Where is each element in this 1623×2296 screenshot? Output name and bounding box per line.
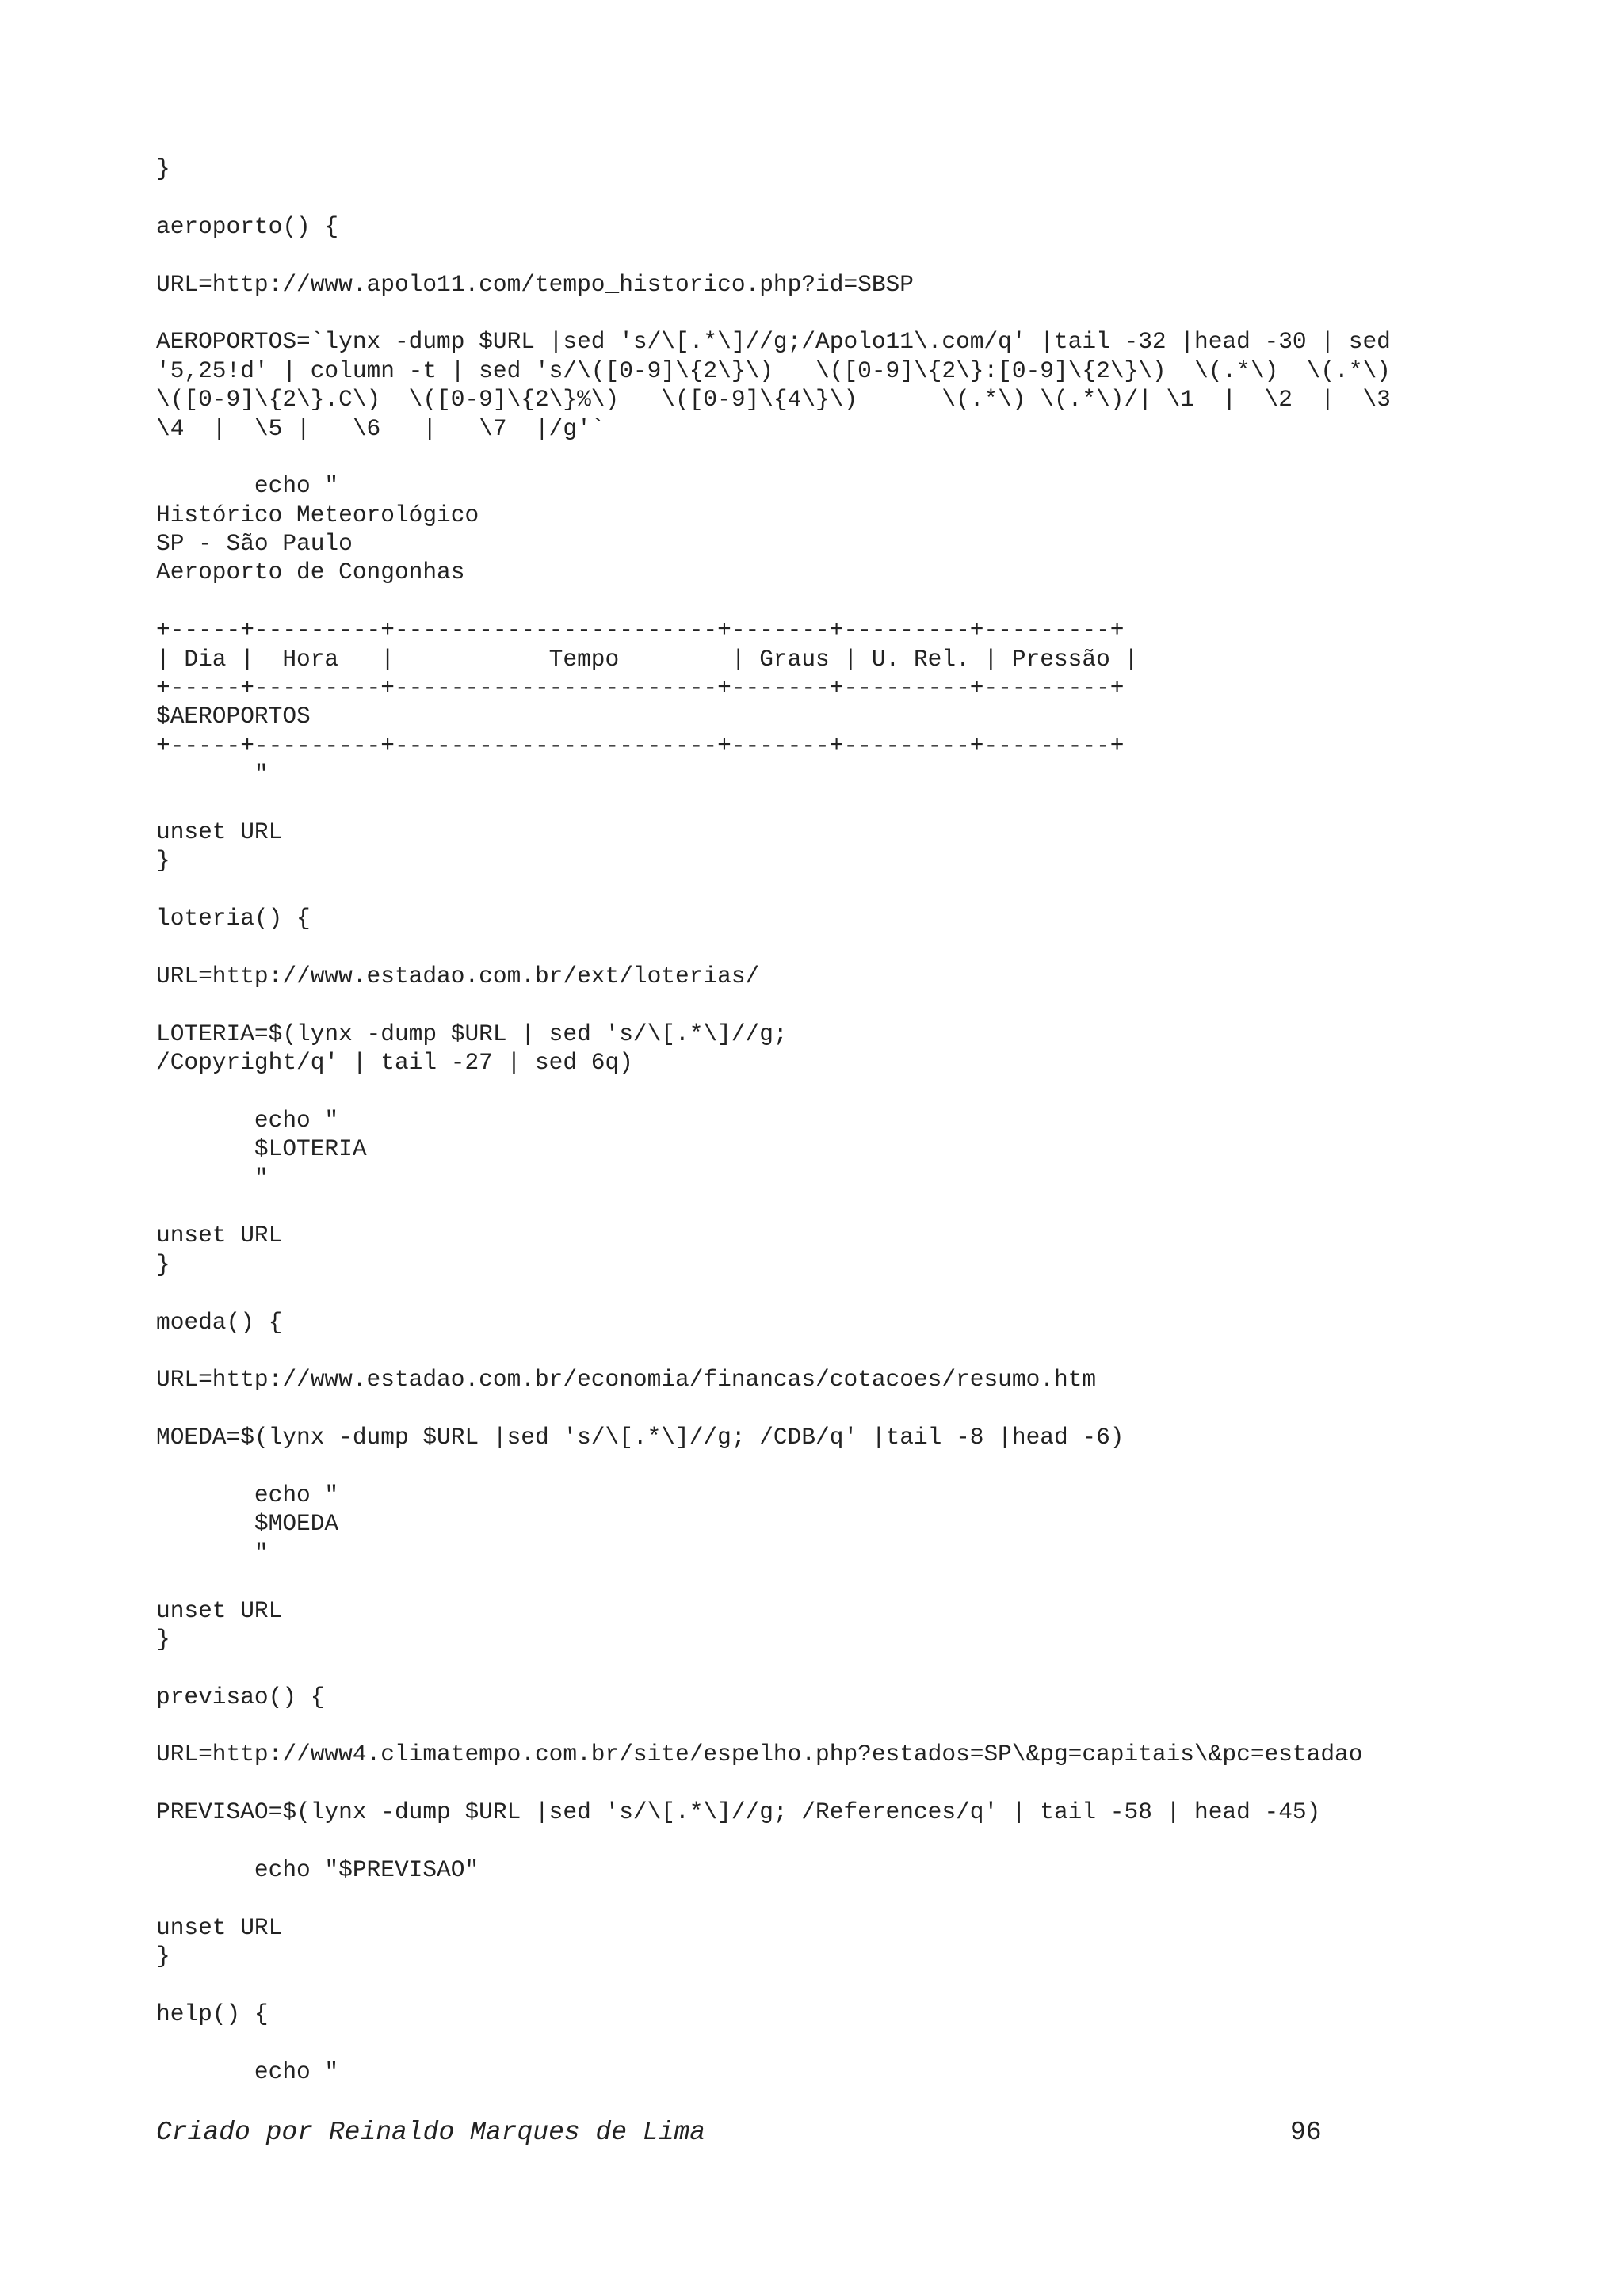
code-line [156,1077,1503,1106]
code-line: echo " [156,472,339,500]
code-line: unset URL [156,1913,283,1941]
code-line: } [156,847,170,875]
code-line: help() { [156,2000,269,2027]
code-line [156,1394,1503,1423]
code-line: PREVISAO=$(lynx -dump $URL |sed 's/\[.*\]//g; /References/q' | tail -58 | head -45) [156,1798,1321,1826]
code-line: \4 | \5 | \6 | \7 |/g'` [156,414,605,442]
code-line [156,1769,1503,1798]
code-line [156,933,1503,962]
code-line: " [156,1539,269,1566]
code-line [156,1337,1503,1365]
code-line [156,1884,1503,1913]
code-line [156,2028,1503,2057]
code-line [156,789,1503,818]
code-line: URL=http://www.apolo11.com/tempo_historico.php?id=SBSP [156,270,914,298]
code-line: AEROPORTOS=`lynx -dump $URL |sed 's/\[.*\]//g;/Apolo11\.com/q' |tail -32 |head -30 | sed [156,328,1391,356]
code-listing [156,154,1503,2086]
code-line: $LOTERIA [156,1135,367,1163]
page-number: 96 [1290,2118,1322,2147]
code-line: } [156,155,170,182]
code-line [156,1711,1503,1740]
code-line: echo " [156,1481,339,1508]
code-line: LOTERIA=$(lynx -dump $URL | sed 's/\[.*\]//g; [156,1020,788,1047]
code-line [156,1827,1503,1855]
code-line: +-----+---------+-----------------------+-------+---------+---------+ [156,616,1125,644]
code-line [156,1971,1503,2000]
code-line: +-----+---------+-----------------------+-------+---------+---------+ [156,731,1125,759]
code-line: echo " [156,1106,339,1134]
code-line [156,1452,1503,1481]
code-line [156,443,1503,471]
code-line: } [156,1625,170,1653]
code-line [156,183,1503,212]
code-line: unset URL [156,1596,283,1624]
code-line: URL=http://www.estadao.com.br/ext/loterias/ [156,962,760,990]
code-line: '5,25!d' | column -t | sed 's/\([0-9]\{2\}\) \([0-9]\{2\}:[0-9]\{2\}\) \(.*\) \(.*\) [156,357,1391,384]
code-line: moeda() { [156,1308,283,1336]
code-line: " [156,1164,269,1192]
code-line: previsao() { [156,1683,325,1711]
code-line [156,241,1503,269]
code-line [156,1192,1503,1221]
code-line: echo " [156,2058,339,2085]
code-line: \([0-9]\{2\}.C\) \([0-9]\{2\}%\) \([0-9]\{4\}\) \(.*\) \(.*\)/| \1 | \2 | \3 [156,386,1391,414]
code-line: } [156,1250,170,1278]
code-line: MOEDA=$(lynx -dump $URL |sed 's/\[.*\]//g; /CDB/q' |tail -8 |head -6) [156,1424,1125,1451]
code-line [156,875,1503,904]
code-line: Histórico Meteorológico [156,501,479,528]
code-line: unset URL [156,818,283,845]
code-line: $MOEDA [156,1510,339,1538]
code-line: | Dia | Hora | Tempo | Graus | U. Rel. | Pressão | [156,645,1139,673]
code-line: $AEROPORTOS [156,703,311,730]
code-line: aeroporto() { [156,212,339,240]
code-line: } [156,1943,170,1970]
footer-author: Criado por Reinaldo Marques de Lima [156,2118,706,2147]
code-line: Aeroporto de Congonhas [156,559,465,586]
code-line: SP - São Paulo [156,530,353,558]
code-line: +-----+---------+-----------------------+-------+---------+---------+ [156,674,1125,702]
code-line: loteria() { [156,905,311,933]
code-line: " [156,761,269,788]
code-line [156,587,1503,616]
code-line [156,1279,1503,1307]
code-line: URL=http://www4.climatempo.com.br/site/espelho.php?estados=SP\&pg=capitais\&pc=estadao [156,1741,1363,1768]
code-line [156,1567,1503,1596]
code-line: URL=http://www.estadao.com.br/economia/financas/cotacoes/resumo.htm [156,1366,1097,1394]
code-line [156,990,1503,1019]
code-line: /Copyright/q' | tail -27 | sed 6q) [156,1049,633,1077]
code-line: echo "$PREVISAO" [156,1856,479,1884]
code-line: unset URL [156,1222,283,1249]
code-line [156,299,1503,327]
code-line [156,1653,1503,1682]
